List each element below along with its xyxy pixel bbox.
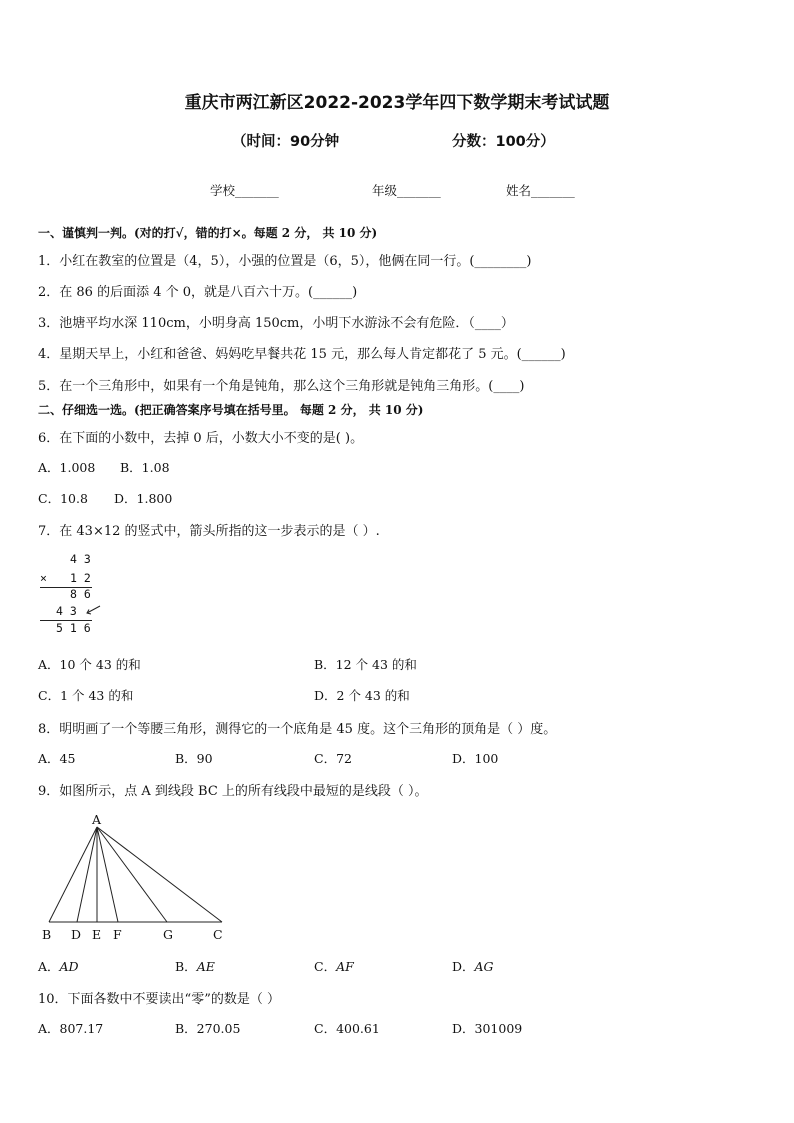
q7-option-d: D．2 个 43 的和: [314, 688, 410, 703]
section1-heading: 一、谨慎判一判。(对的打√，错的打×。每题 2 分， 共 10 分): [38, 226, 378, 240]
q9-option-b-value: AE: [196, 959, 215, 974]
question-3: 3．池塘平均水深 110cm，小明身高 150cm，小明下水游泳不会有危险．（____）: [38, 316, 514, 331]
grade-field: 年级_______: [372, 183, 441, 198]
segment-ac: [97, 827, 222, 922]
segment-ab: [49, 827, 97, 922]
exam-score: 分数：100分）: [452, 134, 555, 150]
name-field: 姓名_______: [506, 183, 575, 198]
q6-option-a: A．1.008: [38, 460, 96, 475]
q9-option-d: [452, 957, 494, 975]
q9-option-b-letter: B．: [175, 959, 197, 974]
q8-option-a: A．45: [38, 751, 76, 766]
q9-option-c-value: AF: [336, 959, 354, 974]
question-7: 7．在 43×12 的竖式中，箭头所指的这一步表示的是（ ）.: [38, 524, 380, 539]
q10-option-d: D．301009: [452, 1021, 523, 1036]
calc-row-4: 4 3: [56, 604, 77, 618]
q9-option-d-value: AG: [474, 959, 494, 974]
q6-option-d: D．1.800: [114, 491, 173, 506]
q9-option-a-value: AD: [59, 959, 79, 974]
q9-option-c-letter: C．: [314, 959, 337, 974]
q10-option-c: C．400.61: [314, 1021, 380, 1036]
multiply-sign: ×: [40, 571, 47, 585]
pointer-arrow-icon: [84, 603, 102, 617]
school-field: 学校_______: [210, 183, 279, 198]
q7-option-b: B．12 个 43 的和: [314, 657, 417, 672]
question-10: 10．下面各数中不要读出“零”的数是（ ）: [38, 992, 280, 1007]
q9-option-a-letter: A．: [38, 959, 60, 974]
q7-option-a: A．10 个 43 的和: [38, 657, 141, 672]
point-label-d: D: [71, 927, 82, 942]
q8-option-c: C．72: [314, 751, 352, 766]
q9-option-d-letter: D．: [452, 959, 475, 974]
page-title: 重庆市两江新区2022-2023学年四下数学期末考试试题: [184, 93, 610, 113]
point-label-a: A: [92, 812, 102, 827]
q9-option-a: [38, 957, 79, 975]
triangle-figure: [36, 810, 236, 946]
calc-row-1: 4 3: [70, 552, 91, 566]
question-8: 8．明明画了一个等腰三角形，测得它的一个底角是 45 度。这个三角形的顶角是（ ）度。: [38, 722, 557, 737]
segment-ad: [77, 827, 97, 922]
q10-option-a: A．807.17: [38, 1021, 104, 1036]
point-label-g: G: [163, 927, 173, 942]
q10-option-b: B．270.05: [175, 1021, 241, 1036]
q7-option-c: C．1 个 43 的和: [38, 688, 134, 703]
question-9: 9．如图所示，点 A 到线段 BC 上的所有线段中最短的是线段（ ）。: [38, 784, 428, 799]
q9-option-c: [314, 957, 354, 975]
point-label-e: E: [92, 927, 102, 942]
calc-row-5: 5 1 6: [56, 621, 91, 635]
question-1: 1．小红在教室的位置是（4，5），小强的位置是（6，5），他俩在同一行。(________): [38, 254, 532, 269]
point-label-f: F: [113, 927, 122, 942]
q9-option-b: [175, 957, 215, 975]
question-4: 4．星期天早上，小红和爸爸、妈妈吃早餐共花 15 元，那么每人肯定都花了 5 元。(______): [38, 347, 566, 362]
q8-option-b: B．90: [175, 751, 213, 766]
section2-heading: 二、仔细选一选。(把正确答案序号填在括号里。 每题 2 分， 共 10 分): [38, 403, 424, 417]
point-label-c: C: [213, 927, 223, 942]
question-2: 2．在 86 的后面添 4 个 0，就是八百六十万。(______): [38, 285, 358, 300]
q8-option-d: D．100: [452, 751, 499, 766]
calc-row-2: 1 2: [70, 571, 91, 585]
calc-row-3: 8 6: [70, 587, 91, 601]
q6-option-b: B．1.08: [120, 460, 170, 475]
point-label-b: B: [42, 927, 52, 942]
exam-time: （时间：90分钟: [232, 134, 340, 150]
q6-option-c: C．10.8: [38, 491, 88, 506]
question-6: 6．在下面的小数中，去掉 0 后，小数大小不变的是( )。: [38, 431, 364, 446]
question-5: 5．在一个三角形中，如果有一个角是钝角，那么这个三角形就是钝角三角形。(____): [38, 379, 525, 394]
